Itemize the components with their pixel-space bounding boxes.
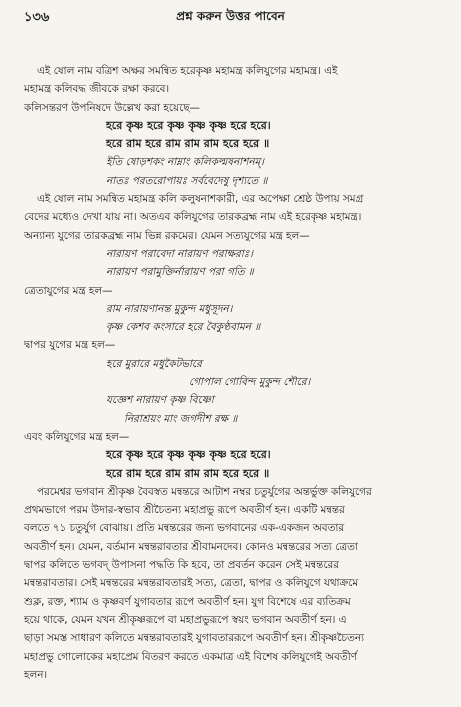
- paragraph-line: হয়ে থাকে, যেমন যখন শ্রীকৃষ্ণরূপে বা মহাপ্রভুরূপে স্বয়ং ভগবান অবতীর্ণ হন। এ: [24, 613, 347, 626]
- paragraph-line: দ্বাপর কলিতে ভগবদ্ উপাসনা পদ্ধতি কি হবে, তা প্রবর্তন করেন সেই মন্বন্তরের: [24, 559, 339, 572]
- verse-line: রাম নারায়ণানন্ত মুকুন্দ মধুসূদন।: [106, 302, 233, 315]
- verse-line: হরে মুরারে মধুকৈটভারে: [106, 357, 202, 370]
- paragraph-line: দ্বাপর যুগের মন্ত্র হল—: [24, 339, 116, 352]
- verse-line: কৃষ্ণ কেশব কংসারে হরে বৈকুণ্ঠবামন ॥: [106, 321, 261, 334]
- page-number: ১৩৬: [24, 10, 50, 25]
- paragraph-line: বলতে ৭১ চতুর্যুগ বোঝায়। প্রতি মন্বন্তরের জন্য ভগবানের এক-একজন অবতার: [24, 522, 345, 535]
- verse-line: নারায়ণ পরাবেদা নারায়ণ পরাক্ষরাঃ।: [106, 247, 254, 260]
- paragraph-line: প্রথমভাগে পরম উদার-স্বভাব শ্রীচৈতন্য মহাপ্রভু রূপে অবতীর্ণ হন। একটি মন্বন্তর: [24, 504, 345, 517]
- paragraph-line: এই ষোল নাম সমন্বিত মহামন্ত্র কলি কলুষনাশকারী, এর অপেক্ষা শ্রেষ্ঠ উপায় সমগ্র: [37, 193, 364, 206]
- page-header: [0, 6, 461, 28]
- paragraph-line: মহামন্ত্র কলিবদ্ধ জীবকে রক্ষা করবে।: [24, 83, 170, 96]
- paragraph-line: এবং কলিযুগের মন্ত্র হল—: [24, 430, 130, 443]
- mantra-line: হরে কৃষ্ণ হরে কৃষ্ণ কৃষ্ণ কৃষ্ণ হরে হরে।: [106, 118, 271, 132]
- mantra-line: হরে রাম হরে রাম রাম রাম হরে হরে ॥: [106, 137, 270, 151]
- running-title: প্রশ্ন করুন উত্তর পাবেন: [176, 9, 285, 23]
- paragraph-line: হলন।: [24, 668, 48, 681]
- mantra-line: হরে রাম হরে রাম রাম রাম হরে হরে ॥: [106, 466, 270, 480]
- paragraph-line: কলিসন্তরণ উপনিষদে উল্লেখ করা হয়েছে—: [24, 101, 201, 114]
- paragraph-line: পরমেশ্বর ভগবান শ্রীকৃষ্ণ বৈবস্বত মন্বন্তরে আটাশ নম্বর চতুর্যুগের অন্তর্ভুক্ত কলিযুগের: [37, 485, 372, 498]
- paragraph-line: ত্রেতাযুগের মন্ত্র হল—: [24, 284, 113, 297]
- paragraph-line: এই ষোল নাম বত্রিশ অক্ষর সমন্বিত হরেকৃষ্ণ মহামন্ত্র কলিযুগের মহামন্ত্র। এই: [37, 65, 338, 77]
- paragraph-line: অবতীর্ণ হন। যেমন, বর্তমান মন্বন্তরাবতার শ্রীবামনদেব। কোনও মন্বন্তরের সত্য ত্রেতা: [24, 540, 358, 553]
- paragraph-line: বেদের মধ্যেও দেখা যায় না। অতএব কলিযুগের তারকব্রহ্ম নাম এই হরেকৃষ্ণ মহামন্ত্র।: [24, 211, 362, 224]
- verse-line: নিরাশ্রয়ং মাং জগদীশ রক্ষ ॥: [124, 412, 238, 425]
- mantra-line: হরে কৃষ্ণ হরে কৃষ্ণ কৃষ্ণ কৃষ্ণ হরে হরে।: [106, 448, 271, 462]
- paragraph-line: অন্যান্য যুগের তারকব্রহ্ম নাম ভিন্ন রকমের। যেমন সত্যযুগের মন্ত্র হল—: [24, 229, 310, 242]
- verse-line: নাতঃ পরতরোপায়ঃ সর্ববেদেষু দৃশ্যতে ॥: [106, 174, 268, 187]
- verse-line: গোপাল গোবিন্দ মুকুন্দ শৌরে।: [189, 376, 311, 389]
- paragraph-line: শুক্ল, রক্ত, শ্যাম ও কৃষ্ণবর্ণ যুগাবতার রূপে অবতীর্ণ হন। যুগ বিশেষে এর ব্যতিক্রম: [24, 595, 351, 608]
- paragraph-line: মহাপ্রভু গোলোকের মহাপ্রেম বিতরণ করতে একমাত্র এই বিশেষ কলিযুগেই অবতীর্ণ: [24, 650, 357, 663]
- verse-line: ইতি ষোড়শকং নাম্নাং কলিকল্মষনাশনম্।: [106, 156, 265, 169]
- verse-line: নারায়ণ পরামুক্তির্নারায়ণ পরা গতি ॥: [106, 266, 254, 279]
- paragraph-line: মন্বন্তরাবতার। সেই মন্বন্তরের মন্বন্তরাবতারই সত্য, ত্রেতা, দ্বাপর ও কলিযুগে যথাক্রমে: [24, 577, 359, 590]
- verse-line: যজ্ঞেশ নারায়ণ কৃষ্ণ বিষ্ণো: [106, 394, 214, 407]
- page-body: [24, 62, 444, 684]
- paragraph-line: ছাড়া সমস্ত সাধারণ কলিতে মন্বন্তরাবতারই যুগাবতাররূপে অবতীর্ণ হন। শ্রীকৃষ্ণচৈতন্য: [24, 632, 365, 645]
